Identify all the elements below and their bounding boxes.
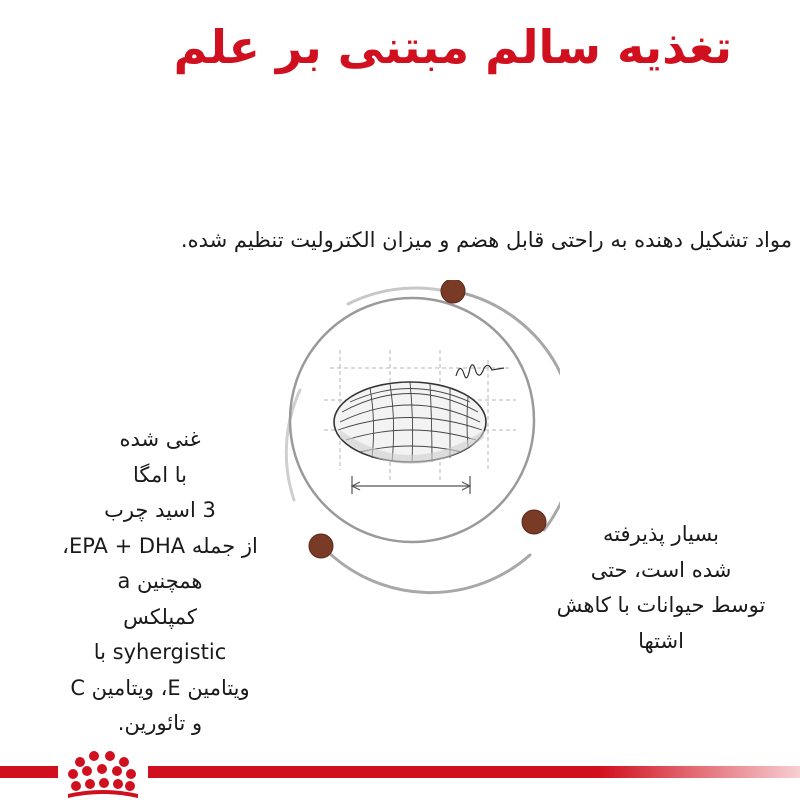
accent-dot <box>522 510 546 534</box>
benefit-palatability-line: بسیار پذیرفته <box>602 522 720 546</box>
benefit-omega-line: کمپلکس <box>123 604 197 629</box>
intro-text: مواد تشکیل دهنده به راحتی قابل هضم و میزان الکترولیت تنظیم شده. <box>180 228 792 252</box>
royal-canin-crown-icon <box>58 740 148 800</box>
accent-dot <box>309 534 333 558</box>
outer-ring-arc <box>348 288 440 304</box>
outer-ring-arc <box>324 548 530 593</box>
benefit-omega-line: همچنین a <box>117 569 203 593</box>
benefit-omega-line: از جمله EPA + DHA، <box>62 533 258 558</box>
handwriting-scribble <box>456 365 504 378</box>
benefit-omega-line: با امگا <box>133 462 187 487</box>
benefit-palatability-line: شده است، حتی <box>590 557 732 582</box>
benefit-omega-line: و تائورین. <box>117 711 203 735</box>
accent-dot <box>441 280 465 303</box>
page-title: تغذیه سالم مبتنی بر علم <box>173 20 732 74</box>
benefit-omega-line: syhergistic با <box>93 640 227 664</box>
benefit-palatability-text <box>530 517 792 659</box>
benefit-omega-line: غنی شده <box>119 427 201 451</box>
benefit-omega-line: 3 اسید چرب <box>104 498 216 522</box>
benefit-palatability-line: توسط حیوانات با کاهش <box>556 593 766 617</box>
kibble-sketch-icon <box>280 280 560 600</box>
benefit-omega-line: ویتامین E، ویتامین C <box>70 675 250 700</box>
benefit-palatability-line: اشتها <box>638 628 684 653</box>
benefit-omega-text <box>30 422 290 742</box>
